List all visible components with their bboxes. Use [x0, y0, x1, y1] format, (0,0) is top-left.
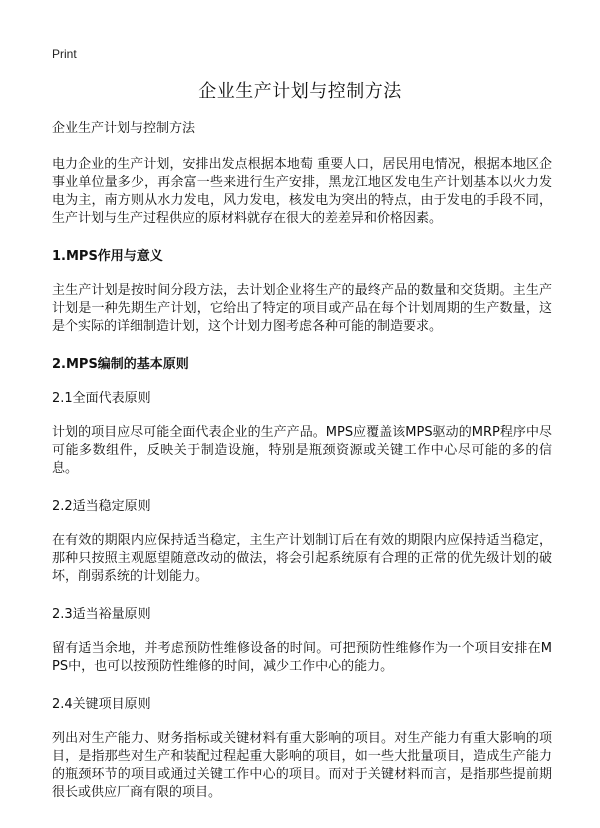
section-paragraph-mps-purpose: 主生产计划是按时间分段方法，去计划企业将生产的最终产品的数量和交货期。主生产计划是一种先期生产计划，它给出了特定的项目或产品在每个计划周期的生产数量，这是个实际的详细制造计划，这个计划力图考虑各种可能的制造要求。 [52, 283, 552, 334]
subsection-paragraph-representative: 计划的项目应尽可能全面代表企业的生产产品。MPS应覆盖该MPS驱动的MRP程序中尽可能多数组件，反映关于制造设施，特别是瓶颈资源或关键工作中心尽可能的多的信息。 [52, 425, 552, 476]
subsection-heading-representative: 2.1全面代表原则 [52, 391, 151, 406]
document-subtitle: 企业生产计划与控制方法 [52, 121, 196, 136]
section-heading-mps-purpose: 1.MPS作用与意义 [52, 249, 163, 264]
intro-paragraph: 电力企业的生产计划，安排出发点根据本地萄 重要人口，居民用电情况，根据本地区企事业单位量多少，再余富一些来进行生产安排，黑龙江地区发电生产计划基本以火力发电为主，南方则从水力发电，风力发电，核发电为突出的特点，由于发电的手段不同，生产计划与生产过程供应的原材料就存在很大的差差异和价格因素。 [52, 157, 552, 226]
section-heading-mps-principles: 2.MPS编制的基本原则 [52, 357, 189, 372]
subsection-heading-stability: 2.2适当稳定原则 [52, 499, 151, 514]
subsection-paragraph-stability: 在有效的期限内应保持适当稳定，主生产计划制订后在有效的期限内应保持适当稳定，那种只按照主观愿望随意改动的做法，将会引起系统原有合理的正常的优先级计划的破坏，削弱系统的计划能力。 [52, 533, 552, 584]
subsection-paragraph-key-items: 列出对生产能力、财务指标或关键材料有重大影响的项目。对生产能力有重大影响的项目，是指那些对生产和装配过程起重大影响的项目，如一些大批量项目，造成生产能力的瓶颈环节的项目或通过关键工作中心的项目。而对于关键材料而言，是指那些提前期很长或供应厂商有限的项目。 [52, 731, 552, 800]
subsection-heading-margin: 2.3适当裕量原则 [52, 607, 151, 622]
subsection-paragraph-margin: 留有适当余地，并考虑预防性维修设备的时间。可把预防性维修作为一个项目安排在MPS中，也可以按预防性维修的时间，减少工作中心的能力。 [52, 641, 552, 674]
print-label: Print [52, 47, 77, 61]
subsection-heading-key-items: 2.4关键项目原则 [52, 697, 151, 712]
document-body [52, 120, 552, 822]
document-title: 企业生产计划与控制方法 [198, 81, 402, 102]
